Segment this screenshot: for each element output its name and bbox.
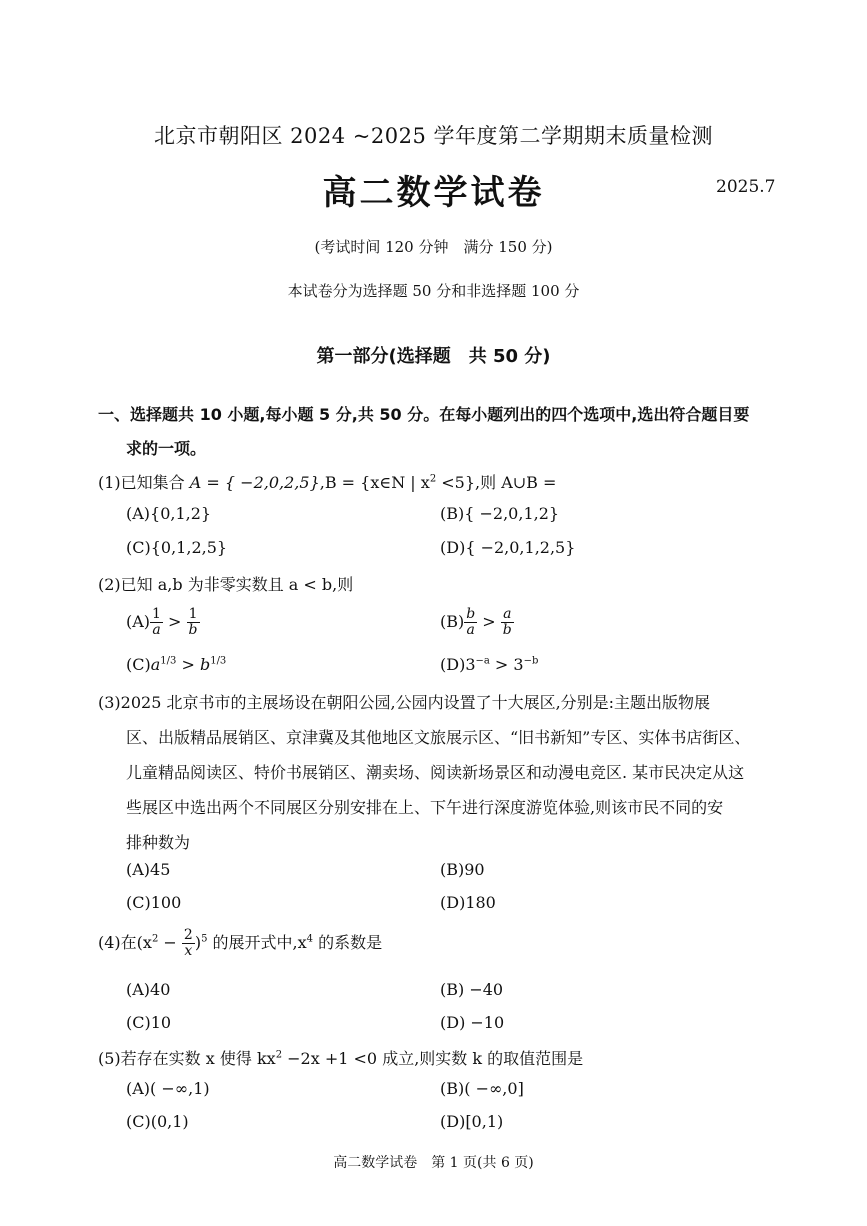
scoring-info: 本试卷分为选择题 50 分和非选择题 100 分 [287, 282, 580, 300]
option-d: (D)[0,1) [440, 1112, 504, 1131]
option-d: (D) −10 [440, 1013, 505, 1032]
fraction [187, 607, 200, 638]
question-stem: 已知集合 [120, 473, 185, 492]
power-exponent: 1/3 [160, 655, 177, 667]
power-base: 3 [465, 655, 476, 674]
option-label: (C) [126, 655, 151, 674]
question-stem-line: 区、出版精品展销区、京津冀及其他地区文旅展示区、“旧书新知”专区、实体书店街区、 [126, 728, 751, 747]
denominator: a [152, 622, 161, 638]
question-stem-line: 些展区中选出两个不同展区分别安排在上、下午进行深度游览体验,则该市民不同的安 [126, 798, 724, 817]
denominator: b [502, 622, 512, 638]
question-stem: 在(x [120, 933, 152, 952]
option-label: (B) [440, 612, 465, 631]
question-number: (1) [98, 473, 121, 492]
option-b: (B)90 [440, 860, 485, 879]
exam-header: 北京市朝阳区 2024 ~2025 学年度第二学期期末质量检测 [153, 124, 713, 148]
question-number: (4) [98, 933, 121, 952]
fraction [464, 607, 477, 638]
exponent: 2 [429, 473, 437, 485]
question-4 [98, 928, 382, 959]
option-c: (C){0,1,2,5} [126, 538, 228, 557]
paren: ) [194, 933, 202, 952]
set-a: A = { −2,0,2,5} [189, 473, 320, 492]
question-5 [98, 1046, 583, 1069]
question-2 [98, 572, 353, 595]
power-base: 3 [513, 655, 524, 674]
question-stem: 若存在实数 x 使得 kx [120, 1049, 276, 1068]
operator: − [158, 933, 182, 952]
operator: > [162, 612, 187, 631]
question-stem: 的系数是 [313, 933, 383, 952]
exam-title: 高二数学试卷 [322, 173, 545, 213]
power-exponent: 1/3 [210, 655, 227, 667]
question-stem-tail: <5},则 A∪B = [436, 473, 557, 492]
option-d [440, 655, 538, 674]
question-3 [98, 690, 710, 713]
fraction [150, 607, 163, 638]
question-stem: 已知 a,b 为非零实数且 a < b,则 [120, 575, 354, 594]
option-c: (C)(0,1) [126, 1112, 189, 1131]
power-exponent: −b [523, 655, 539, 667]
option-b: (B) −40 [440, 980, 504, 999]
power-base: b [199, 655, 211, 674]
option-a: (A){0,1,2} [126, 504, 212, 523]
exponent: 5 [201, 933, 208, 945]
option-b [440, 607, 514, 638]
fraction [182, 928, 195, 959]
power-base: a [150, 655, 161, 674]
exponent: 2 [275, 1049, 283, 1061]
option-b: (B){ −2,0,1,2} [440, 504, 560, 523]
exponent: 4 [306, 933, 314, 945]
question-stem: −2x +1 <0 成立,则实数 k 的取值范围是 [282, 1049, 584, 1068]
option-c: (C)100 [126, 893, 182, 912]
question-number: (3) [98, 693, 121, 712]
exam-date: 2025.7 [716, 177, 776, 197]
numerator: 1 [187, 607, 200, 623]
question-number: (5) [98, 1049, 121, 1068]
operator: > [176, 655, 200, 674]
numerator: b [466, 606, 476, 622]
option-label: (A) [126, 612, 151, 631]
power-exponent: −a [475, 655, 490, 667]
denominator: b [188, 622, 198, 638]
option-a: (A)( −∞,1) [126, 1079, 210, 1098]
option-d: (D)180 [440, 893, 496, 912]
exponent: 2 [151, 933, 159, 945]
operator: > [489, 655, 514, 674]
part-title: 第一部分(选择题 共 50 分) [316, 346, 551, 367]
option-label: (D) [440, 655, 466, 674]
question-stem-line: 儿童精品阅读区、特价书展销区、潮卖场、阅读新场景区和动漫电竞区. 某市民决定从这 [126, 763, 745, 782]
section-instructions-line2: 求的一项。 [126, 439, 207, 458]
question-1 [98, 470, 556, 493]
fraction [501, 607, 514, 638]
section-instructions-line1: 一、选择题共 10 小题,每小题 5 分,共 50 分。在每小题列出的四个选项中,选出符合题目要 [98, 405, 750, 424]
option-a: (A)40 [126, 980, 171, 999]
question-number: (2) [98, 575, 121, 594]
question-stem-line: 排种数为 [126, 833, 191, 852]
option-d: (D){ −2,0,1,2,5} [440, 538, 576, 557]
question-stem: 的展开式中,x [207, 933, 307, 952]
denominator: a [466, 622, 475, 638]
question-stem-line: 2025 北京书市的主展场设在朝阳公园,公园内设置了十大展区,分别是:主题出版物展 [120, 693, 711, 712]
numerator: a [501, 607, 514, 623]
option-a [126, 607, 200, 638]
denominator: x [184, 943, 193, 959]
option-c [126, 655, 226, 674]
set-b: ,B = {x∈N | x [319, 473, 430, 492]
page-footer: 高二数学试卷 第 1 页(共 6 页) [333, 1155, 534, 1171]
numerator: 2 [183, 927, 193, 943]
option-a: (A)45 [126, 860, 171, 879]
numerator: 1 [152, 606, 161, 622]
option-b: (B)( −∞,0] [440, 1079, 524, 1098]
option-c: (C)10 [126, 1013, 172, 1032]
time-info: (考试时间 120 分钟 满分 150 分) [314, 238, 553, 256]
operator: > [477, 612, 501, 631]
